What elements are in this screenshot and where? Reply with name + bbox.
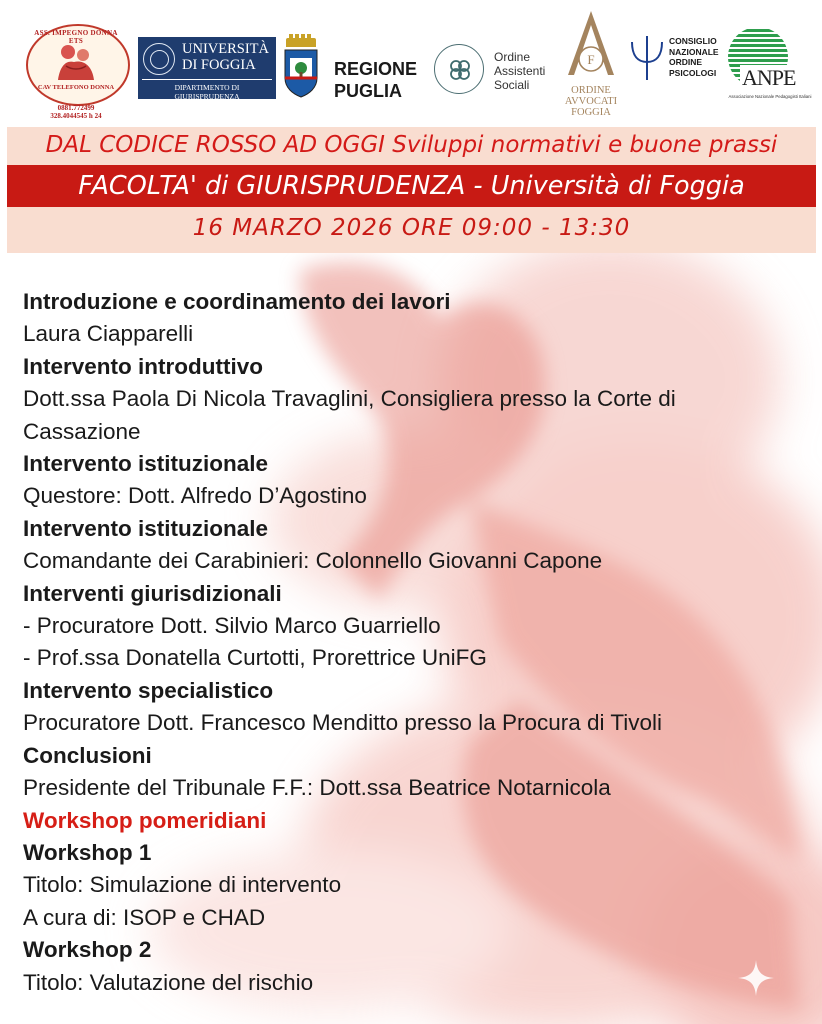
university-seal-icon — [143, 43, 175, 75]
cav-phone-1: 0881.772499 — [57, 104, 95, 112]
cav-figures-icon — [52, 42, 100, 82]
anpe-wordmark: ANPE — [742, 65, 796, 90]
regione-text — [334, 58, 417, 102]
program-entry: Dott.ssa Paola Di Nicola Travaglini, Consigliera presso la Corte di Cassazione — [23, 386, 683, 444]
title-band — [7, 127, 816, 253]
program-entry: Titolo: Valutazione del rischio — [23, 969, 314, 995]
program-entry: Presidente del Tribunale F.F.: Dott.ssa Beatrice Notarnicola — [23, 775, 611, 801]
event-title: DAL CODICE ROSSO AD OGGI Sviluppi normativi e buone prassi — [45, 132, 778, 158]
cav-association-text: ASS. IMPEGNO DONNA ETS — [34, 29, 118, 45]
crown-icon — [286, 38, 316, 47]
assistenti-text — [494, 50, 545, 92]
assistenti-line3: Sociali — [494, 78, 530, 92]
program-entry: Procuratore Dott. Francesco Menditto presso la Procura di Tivoli — [23, 710, 663, 736]
program-entry: Questore: Dott. Alfredo D’Agostino — [23, 483, 367, 509]
psicologi-line2: NAZIONALE — [669, 46, 719, 57]
assistenti-line1: Ordine — [494, 50, 531, 64]
psicologi-line1: CONSIGLIO — [669, 36, 717, 46]
university-name-line1: UNIVERSITÀ — [182, 41, 269, 57]
logos-row — [0, 0, 822, 125]
workshop-section-title: Workshop pomeridiani — [23, 807, 267, 833]
anpe-logo — [720, 25, 820, 110]
regione-line1: REGIONE — [334, 59, 418, 79]
university-logo — [138, 37, 276, 99]
program-section-heading: Intervento introduttivo — [23, 353, 263, 379]
university-department: DIPARTIMENTO DI GIURISPRUDENZA — [174, 83, 240, 101]
cav-phones — [22, 104, 130, 120]
psicologi-logo — [628, 34, 723, 90]
shield-icon — [283, 48, 319, 98]
assistenti-line2: Assistenti — [494, 64, 546, 78]
sparkle-icon — [738, 960, 774, 996]
program-section-heading: Intervento istituzionale — [23, 451, 269, 477]
event-date: 16 MARZO 2026 ORE 09:00 - 13:30 — [192, 215, 631, 241]
university-name — [182, 41, 269, 73]
program-section-heading: Workshop 1 — [23, 839, 152, 865]
program-section-heading: Introduzione e coordinamento dei lavori — [23, 289, 451, 314]
program-section-heading: Conclusioni — [23, 742, 152, 768]
program-section-heading: Interventi giurisdizionali — [23, 580, 282, 606]
assistenti-circle-icon — [434, 44, 484, 94]
program-section-heading: Workshop 2 — [23, 937, 152, 963]
assistenti-sociali-logo — [432, 42, 550, 98]
psicologi-line3: ORDINE — [669, 57, 703, 67]
avvocati-line1: ORDINE — [571, 85, 611, 96]
program-entry: - Procuratore Dott. Silvio Marco Guarriello — [23, 613, 441, 639]
knot-icon — [448, 58, 472, 82]
program-entry: Comandante dei Carabinieri: Colonnello Giovanni Capone — [23, 548, 603, 574]
avvocati-line3: FOGGIA — [571, 107, 611, 118]
program-list — [23, 286, 813, 999]
program-section-heading: Intervento istituzionale — [23, 515, 269, 541]
svg-text:F: F — [587, 52, 595, 67]
psi-icon — [628, 34, 666, 82]
program-entry: Titolo: Simulazione di intervento — [23, 872, 342, 898]
program-entry: - Prof.ssa Donatella Curtotti, Prorettrice UniFG — [23, 645, 487, 671]
avvocati-line2: AVVOCATI — [564, 96, 618, 107]
anpe-subtitle: Associazione Nazionale Pedagogisti Italiani — [728, 94, 812, 99]
regione-line2: PUGLIA — [334, 81, 403, 101]
psicologi-text — [669, 36, 719, 78]
avvocati-monogram-icon — [564, 9, 618, 79]
event-venue: FACOLTA' di GIURISPRUDENZA - Università di Foggia — [78, 171, 745, 201]
psicologi-line4: PSICOLOGI — [669, 67, 717, 78]
avvocati-text — [556, 85, 626, 118]
cav-name-text: CAV TELEFONO DONNA — [37, 84, 115, 91]
avvocati-logo — [556, 5, 626, 121]
university-name-line2: DI FOGGIA — [182, 57, 256, 73]
program-entry: A cura di: ISOP e CHAD — [23, 904, 266, 930]
university-divider — [142, 79, 272, 80]
cav-logo — [22, 22, 130, 122]
cav-phone-2: 328.4044545 h 24 — [50, 112, 102, 120]
regione-puglia-logo — [282, 38, 430, 104]
program-entry: Laura Ciapparelli — [23, 321, 194, 347]
program-section-heading: Intervento specialistico — [23, 677, 274, 703]
